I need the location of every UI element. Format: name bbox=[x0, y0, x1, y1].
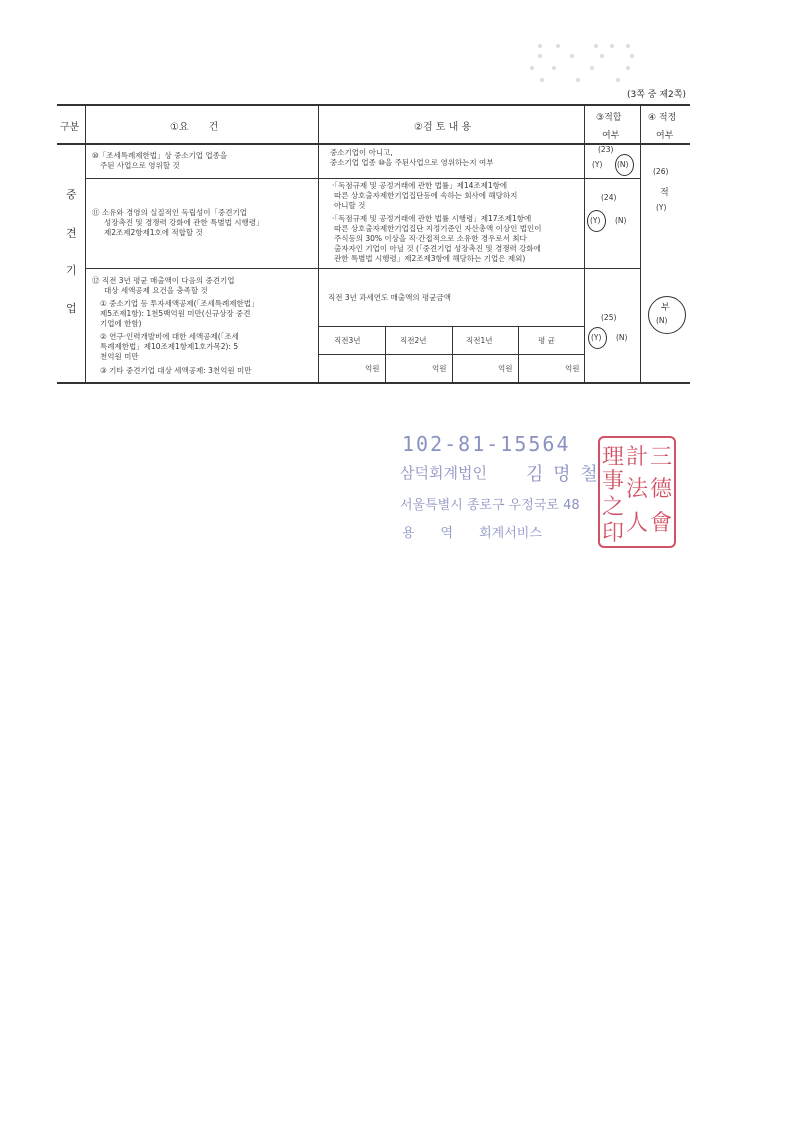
proper-no-code: (N) bbox=[656, 316, 668, 325]
category-char: 기 bbox=[66, 264, 77, 277]
seal-char: 人 bbox=[626, 511, 649, 536]
item-number: (23) bbox=[598, 145, 614, 154]
registration-number: 102-81-15564 bbox=[402, 432, 571, 456]
review-text: ·「독점규제 및 공정거래에 관한 법률 시행령」제17조제1항에 bbox=[332, 214, 532, 223]
req-text: 주된 사업으로 영위할 것 bbox=[100, 161, 180, 170]
fit-yes: (Y) bbox=[592, 160, 603, 169]
review-text: 주식등의 30% 이상을 직·간접적으로 소유한 경우로서 최다 bbox=[334, 234, 527, 243]
selected-circle bbox=[587, 210, 606, 232]
review-text: 따른 상호출자제한기업집단 지정기준인 자산총액 이상인 법인이 bbox=[334, 224, 542, 233]
seal-char: 印 bbox=[602, 521, 625, 546]
firm-name: 삼덕회계법인 bbox=[400, 464, 487, 482]
seal-char: 理 bbox=[602, 445, 625, 470]
sub-value: 억원 bbox=[565, 364, 580, 373]
fit-yes: (Y) bbox=[590, 216, 601, 225]
sub-header: 직전1년 bbox=[466, 336, 493, 345]
review-text: 따른 상호출자제한기업집단등에 속하는 회사에 해당하지 bbox=[334, 191, 518, 200]
review-text: 출자자인 기업이 아닐 것 (「중견기업 성장촉진 및 경쟁력 강화에 bbox=[334, 244, 541, 253]
representative-name: 김 명 철 bbox=[526, 464, 600, 485]
header-fit: ③적합 bbox=[596, 113, 622, 123]
sub-header: 직전3년 bbox=[334, 336, 361, 345]
req-text: 제2조제2항제1호에 적합할 것 bbox=[104, 228, 203, 237]
review-text: 직전 3년 과세연도 매출액의 평균금액 bbox=[328, 293, 451, 302]
req-text: ⑫ 직전 3년 평균 매출액이 다음의 중견기업 bbox=[92, 276, 235, 285]
req-text: ⑪ 소유와 경영의 실질적인 독립성이「중견기업 bbox=[92, 208, 247, 217]
review-text: 중소기업이 아니고, bbox=[330, 148, 393, 157]
header-requirements: ①요 건 bbox=[170, 122, 219, 133]
item-number: (24) bbox=[601, 193, 617, 202]
req-text: 천억원 미만 bbox=[100, 352, 139, 361]
proper-mark: 적 bbox=[660, 188, 669, 198]
selected-circle bbox=[648, 296, 686, 334]
selected-circle bbox=[615, 154, 634, 176]
seal-char: 德 bbox=[650, 477, 673, 502]
sub-value: 억원 bbox=[432, 364, 447, 373]
sub-value: 억원 bbox=[498, 364, 513, 373]
firm-address: 서울특별시 종로구 우정국로 48 bbox=[400, 498, 580, 513]
header-category: 구분 bbox=[60, 122, 80, 133]
fit-yes: (Y) bbox=[591, 333, 602, 342]
req-text: 성장촉진 및 경쟁력 강화에 관한 특별법 시행령」 bbox=[104, 218, 264, 227]
seal-char: 計 bbox=[626, 445, 649, 470]
header-proper: ④ 적정 bbox=[648, 113, 677, 123]
req-text: ③ 기타 중견기업 대상 세액공제: 3천억원 미만 bbox=[100, 366, 252, 375]
review-text: 중소기업 업종 ⑩을 주된사업으로 영위하는지 여부 bbox=[330, 158, 494, 167]
review-text: 관한 특별법 시행령」제2조제3항에 해당하는 기업은 제외) bbox=[334, 254, 526, 263]
header-proper-sub: 여부 bbox=[656, 131, 674, 141]
seal-char: 法 bbox=[626, 477, 649, 502]
sub-value: 억원 bbox=[365, 364, 380, 373]
service-type: 용 역 회계서비스 bbox=[402, 526, 542, 541]
proper-yes: (Y) bbox=[656, 203, 667, 212]
header-review: ②검 토 내 용 bbox=[414, 122, 472, 133]
header-fit-sub: 여부 bbox=[602, 131, 620, 141]
category-char: 업 bbox=[66, 302, 77, 315]
seal-char: 之 bbox=[602, 495, 625, 520]
req-text: ① 중소기업 등 투자세액공제(「조세특례제한법」 bbox=[100, 299, 259, 308]
req-text: 기업에 한함) bbox=[100, 319, 142, 328]
review-text: 아니할 것 bbox=[334, 201, 366, 210]
category-char: 견 bbox=[66, 227, 77, 240]
req-text: 특례제한법」제10조제1항제1호가목2): 5 bbox=[100, 342, 239, 351]
corporate-seal bbox=[598, 436, 676, 548]
fit-no: (N) bbox=[616, 333, 628, 342]
req-text: 제5조제1항): 1천5백억원 미만(신규상장 중견 bbox=[100, 309, 251, 318]
sub-header: 평 균 bbox=[538, 336, 555, 345]
seal-char: 會 bbox=[650, 511, 673, 536]
req-text: 대상 세액공제 요건을 충족할 것 bbox=[104, 286, 208, 295]
fit-no: (N) bbox=[615, 216, 627, 225]
category-char: 중 bbox=[66, 188, 77, 201]
proper-number: (26) bbox=[653, 167, 669, 176]
req-text: ⑩「조세특례제한법」상 중소기업 업종을 bbox=[92, 151, 228, 160]
item-number: (25) bbox=[601, 313, 617, 322]
selected-circle bbox=[588, 327, 607, 349]
seal-char: 事 bbox=[602, 469, 625, 494]
page-indicator: (3쪽 중 제2쪽) bbox=[627, 90, 686, 100]
seal-char: 三 bbox=[650, 445, 673, 470]
fit-no: (N) bbox=[617, 160, 629, 169]
review-text: ·「독점규제 및 공정거래에 관한 법률」제14조제1항에 bbox=[332, 181, 508, 190]
req-text: ② 연구·인력개발비에 대한 세액공제(「조세 bbox=[100, 332, 239, 341]
proper-no: 부 bbox=[661, 303, 670, 313]
sub-header: 직전2년 bbox=[400, 336, 427, 345]
